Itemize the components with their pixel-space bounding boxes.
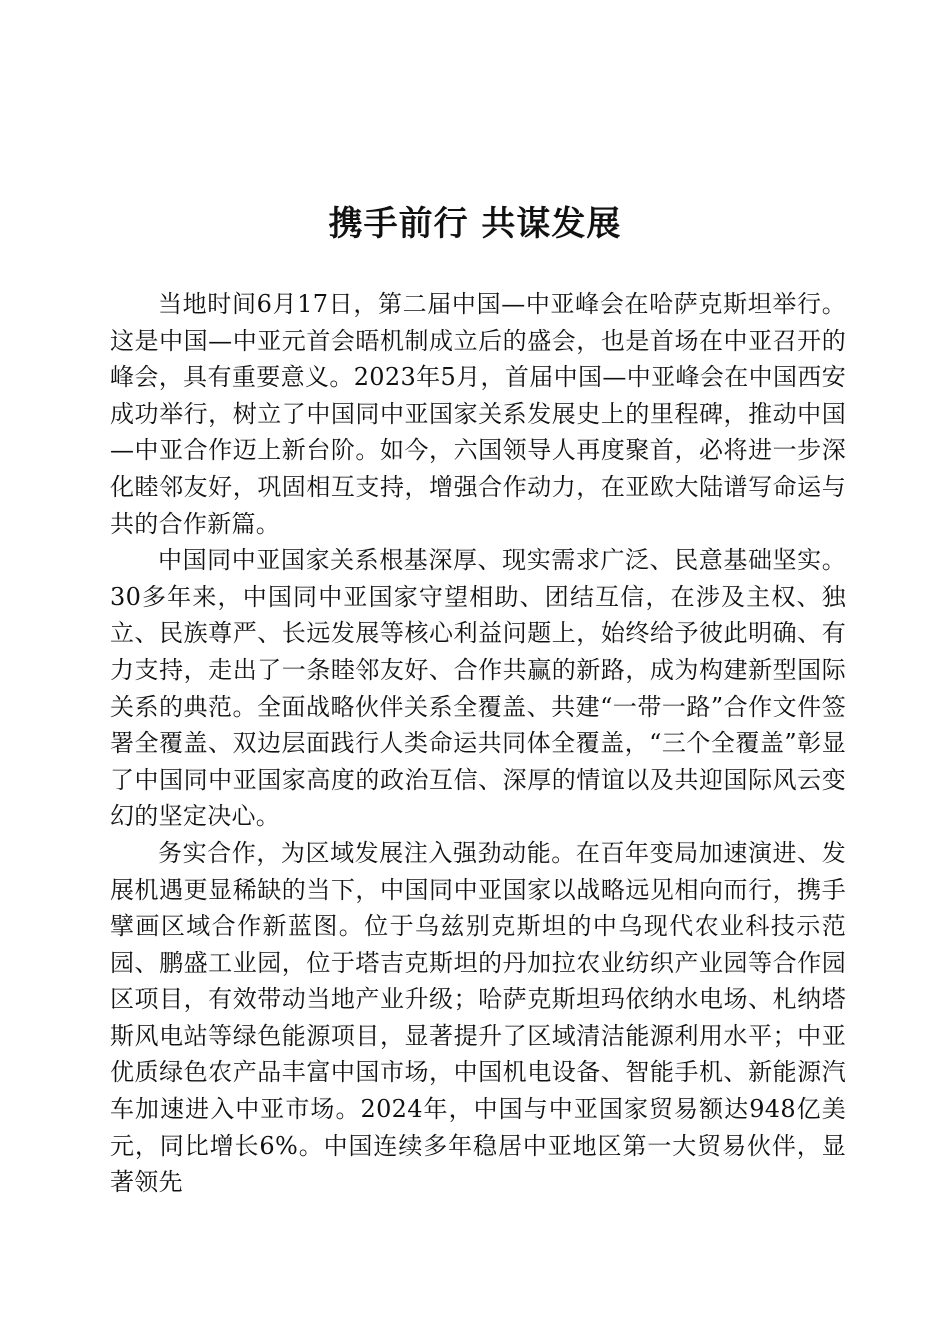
article-body: [110, 286, 846, 1201]
paragraph-3: 务实合作，为区域发展注入强劲动能。在百年变局加速演进、发展机遇更显稀缺的当下，中国同中亚国家以战略远见相向而行，携手擘画区域合作新蓝图。位于乌兹别克斯坦的中乌现代农业科技示范园、鹏盛工业园，位于塔吉克斯坦的丹加拉农业纺织产业园等合作园区项目，有效带动当地产业升级；哈萨克斯坦玛依纳水电场、札纳塔斯风电站等绿色能源项目，显著提升了区域清洁能源利用水平；中亚优质绿色农产品丰富中国市场，中国机电设备、智能手机、新能源汽车加速进入中亚市场。2024年，中国与中亚国家贸易额达948亿美元，同比增长6%。中国连续多年稳居中亚地区第一大贸易伙伴，显著领先: [110, 838, 846, 1197]
paragraph-2: 中国同中亚国家关系根基深厚、现实需求广泛、民意基础坚实。30多年来，中国同中亚国家守望相助、团结互信，在涉及主权、独立、民族尊严、长远发展等核心利益问题上，始终给予彼此明确、有力支持，走出了一条睦邻友好、合作共赢的新路，成为构建新型国际关系的典范。全面战略伙伴关系全覆盖、共建“一带一路”合作文件签署全覆盖、双边层面践行人类命运共同体全覆盖，“三个全覆盖”彰显了中国同中亚国家高度的政治互信、深厚的情谊以及共迎国际风云变幻的坚定决心。: [110, 546, 846, 831]
paragraph-1: 当地时间6月17日，第二届中国—中亚峰会在哈萨克斯坦举行。这是中国—中亚元首会晤机制成立后的盛会，也是首场在中亚召开的峰会，具有重要意义。2023年5月，首届中国—中亚峰会在中国西安成功举行，树立了中国同中亚国家关系发展史上的里程碑，推动中国—中亚合作迈上新台阶。如今，六国领导人再度聚首，必将进一步深化睦邻友好，巩固相互支持，增强合作动力，在亚欧大陆谱写命运与共的合作新篇。: [110, 290, 846, 538]
page-title: 携手前行 共谋发展: [328, 204, 622, 244]
